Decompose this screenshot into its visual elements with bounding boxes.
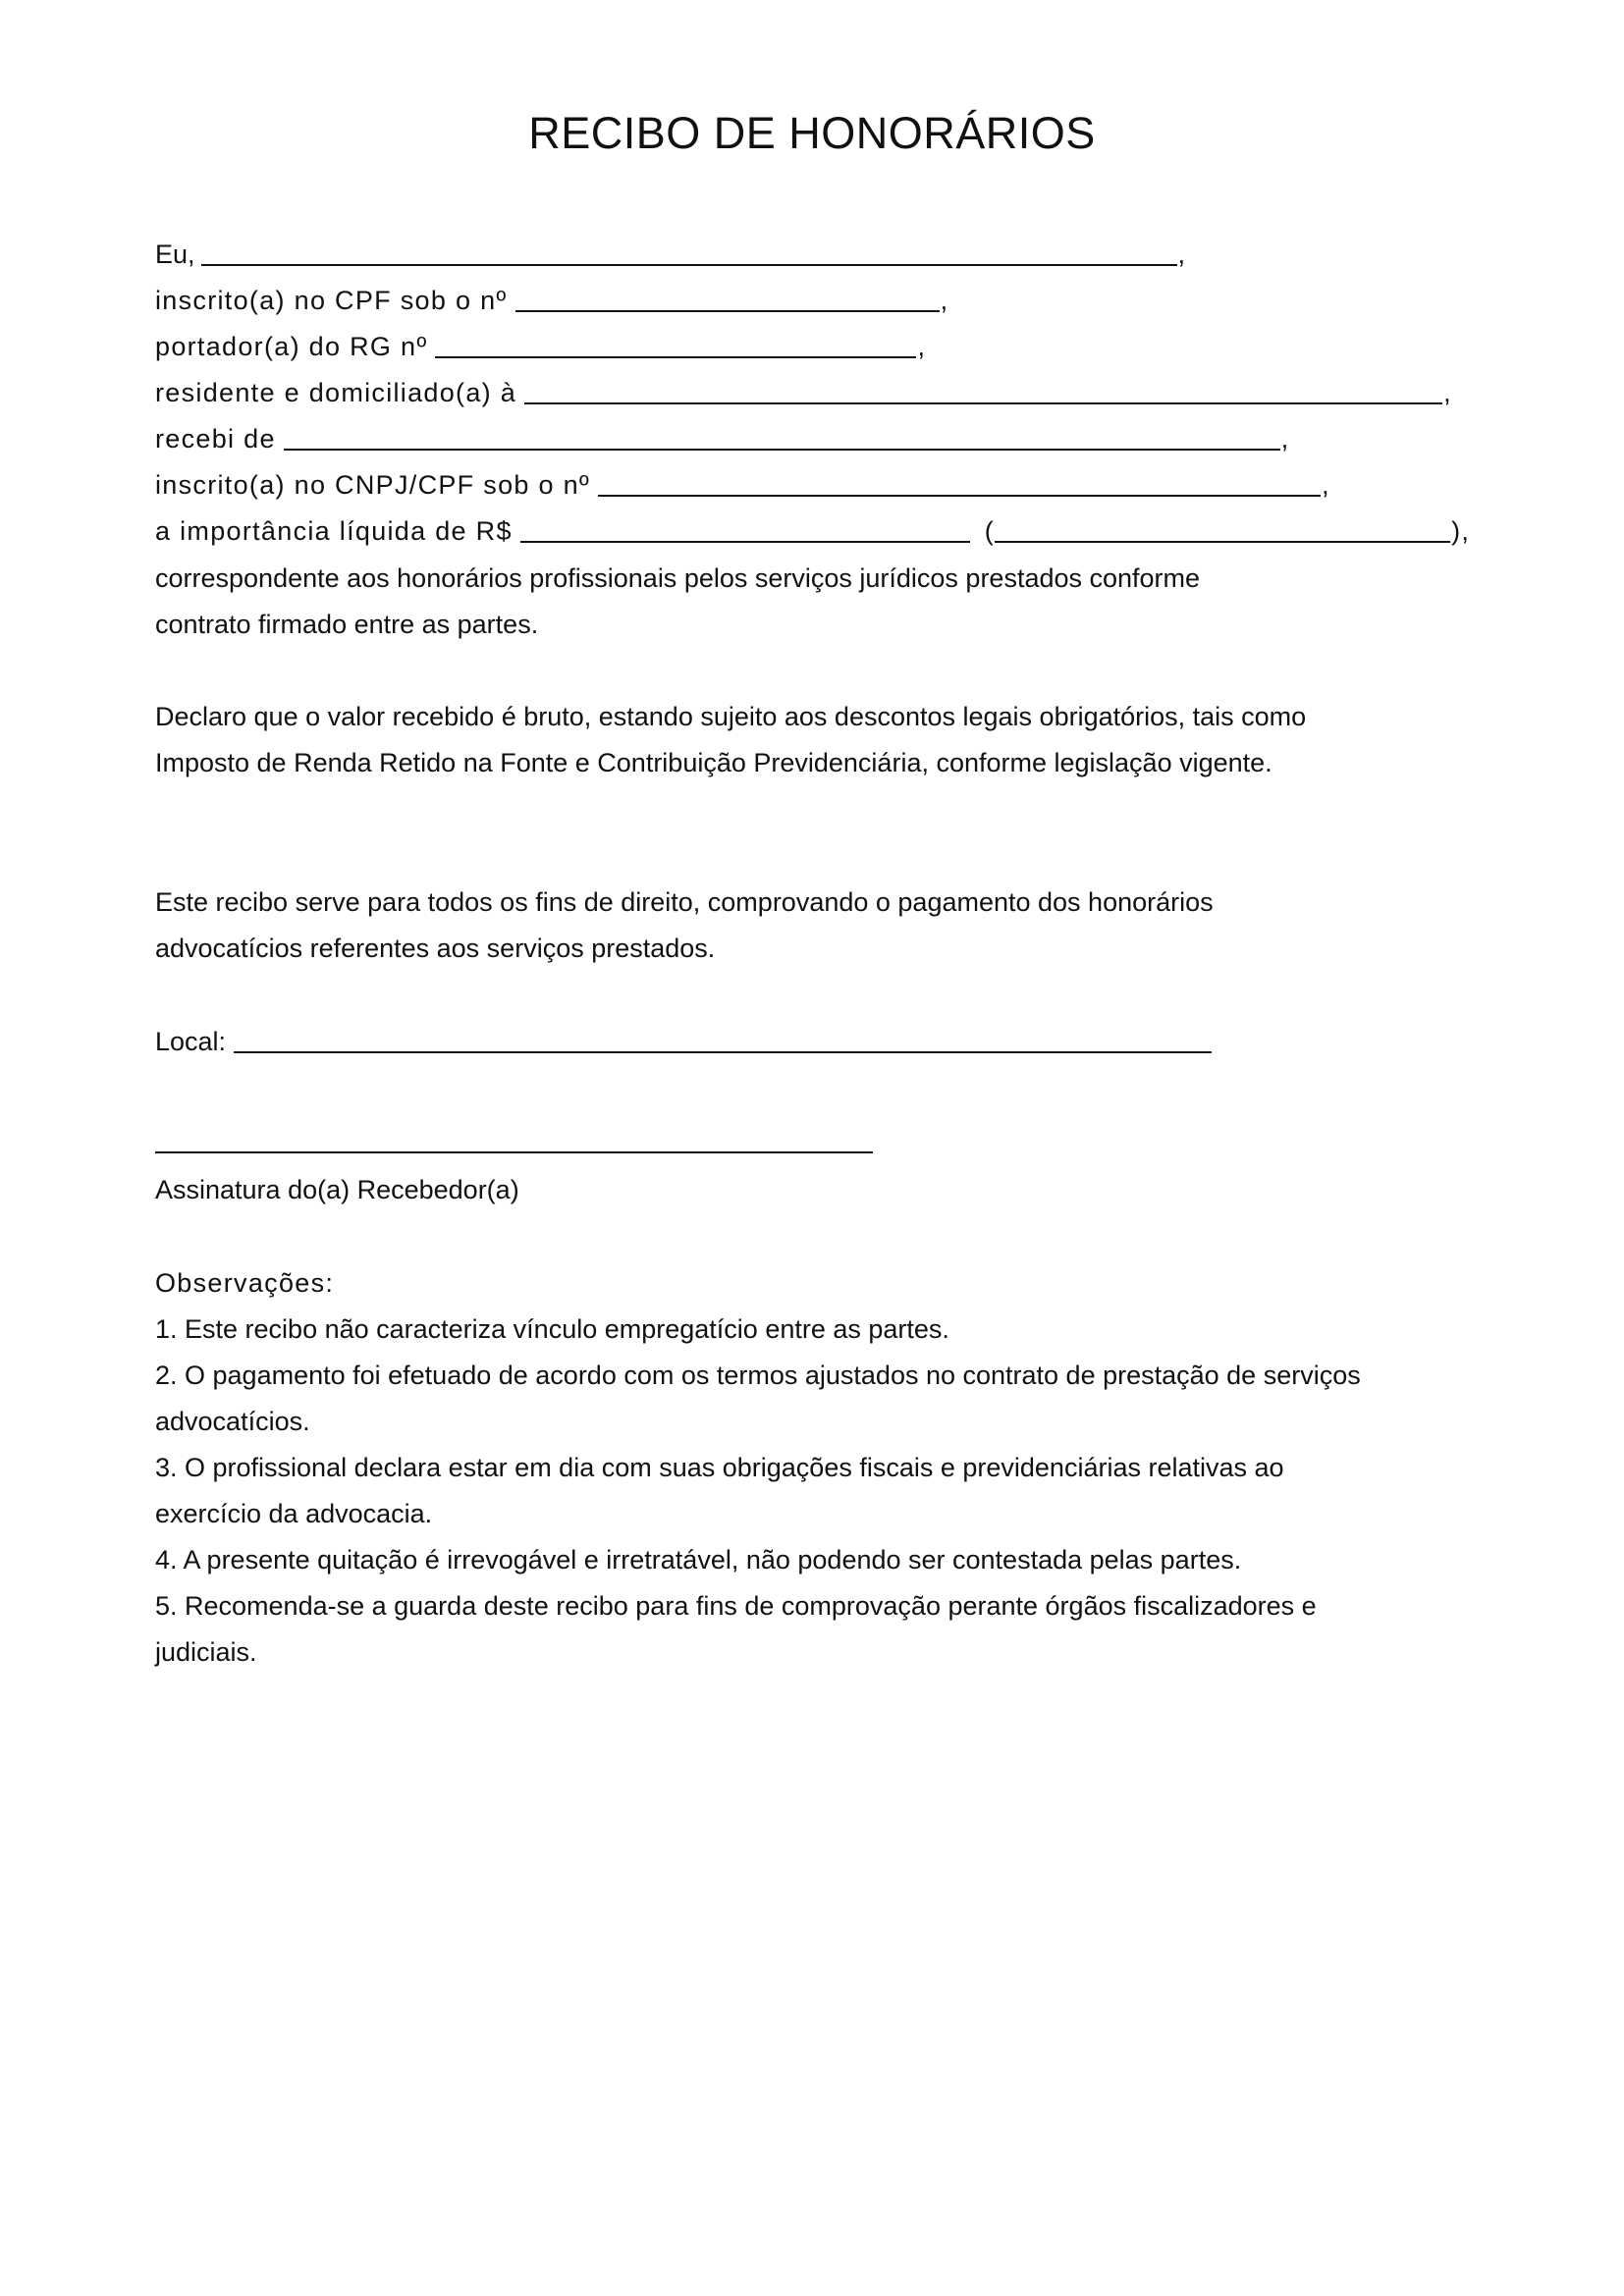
observacao-item: 4. A presente quitação é irrevogável e irretratável, não podendo ser contestada pelas partes. [155,1545,1242,1575]
cnpj-end: , [1322,470,1330,500]
observacao-item: 1. Este recibo não caracteriza vínculo empregatício entre as partes. [155,1314,949,1344]
residente-line [155,370,1452,416]
rg-line [155,324,926,370]
observacao-item: 2. O pagamento foi efetuado de acordo com os termos ajustados no contrato de prestação de serviços advocatícios. [155,1361,1361,1436]
local-blank-field[interactable] [234,1022,1212,1053]
eu-line [155,232,1185,278]
valor-line [155,508,1470,555]
observacoes-title: Observações: [155,1268,335,1298]
rg-end: , [917,332,927,361]
cnpj-blank-field[interactable] [598,465,1321,497]
document-title: RECIBO DE HONORÁRIOS [528,108,1096,158]
correspondente-paragraph: correspondente aos honorários profissionais pelos serviços jurídicos prestados conforme contrato firmado entre as partes. [155,563,1201,639]
residente-end: , [1443,378,1452,407]
recebi-end: , [1280,424,1290,454]
valor-open-paren: ( [984,516,996,546]
name-blank-field[interactable] [201,235,1177,266]
local-line [155,1019,1213,1065]
cpf-line [155,278,948,324]
cnpj-label: inscrito(a) no CNPJ/CPF sob o nº [155,470,591,500]
observacoes-list [155,1307,1392,1676]
cnpj-line [155,462,1330,508]
amount-words-blank-field[interactable] [995,511,1450,543]
valor-label: a importância líquida de R$ [155,516,513,546]
eu-label: Eu, [155,240,195,269]
valor-close-paren: ), [1451,516,1471,546]
payer-blank-field[interactable] [284,419,1280,451]
cpf-end: , [940,286,949,315]
signature-label: Assinatura do(a) Recebedor(a) [155,1175,519,1204]
cpf-label: inscrito(a) no CPF sob o nº [155,286,508,315]
address-blank-field[interactable] [524,373,1442,404]
residente-label: residente e domiciliado(a) à [155,378,517,407]
rg-blank-field[interactable] [435,327,916,358]
local-label: Local: [155,1027,227,1056]
cpf-blank-field[interactable] [515,281,940,312]
declaro-paragraph: Declaro que o valor recebido é bruto, estando sujeito aos descontos legais obrigatórios, tais como Imposto de Renda Retido na Fonte e Contribuição Previdenciária, conforme legislação vigente. [155,702,1307,777]
rg-label: portador(a) do RG nº [155,332,428,361]
amount-blank-field[interactable] [520,511,970,543]
eu-end: , [1177,240,1186,269]
recebi-line [155,416,1290,462]
recebi-label: recebi de [155,424,276,454]
recibo-paragraph: Este recibo serve para todos os fins de direito, comprovando o pagamento dos honorários advocatícios referentes aos serviços prestados. [155,887,1214,963]
observacao-item: 5. Recomenda-se a guarda deste recibo para fins de comprovação perante órgãos fiscalizadores e judiciais. [155,1591,1317,1667]
observacao-item: 3. O profissional declara estar em dia com suas obrigações fiscais e previdenciárias relativas ao exercício da advocacia. [155,1453,1284,1528]
signature-line[interactable] [155,1151,873,1153]
